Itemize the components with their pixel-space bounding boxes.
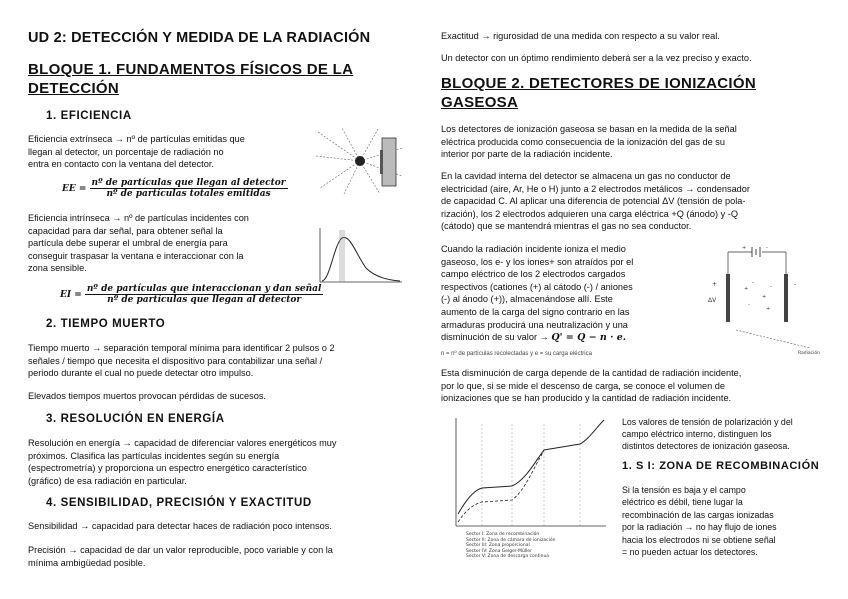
resolucion-text <box>28 437 418 487</box>
bloque1-title-line1: BLOQUE 1. FUNDAMENTOS FÍSICOS DE LA <box>28 61 354 78</box>
text-line: electricidad (aire, Ar, He o H) junto a 2 electrodos metálicos → condensador <box>441 183 750 194</box>
formula-note: n = nº de partículas recolectadas y e = su carga eléctrica <box>441 351 592 357</box>
caption-line: Sector V: Zona de descarga continua <box>466 554 550 559</box>
text-line: eléctrico es débil, tiene lugar la <box>622 497 743 508</box>
section-eficiencia-title: 1. EFICIENCIA <box>46 110 132 122</box>
ei-label: EI = <box>60 290 82 300</box>
bloque2-title <box>441 74 756 112</box>
disminucion-carga-text <box>441 367 833 405</box>
text-line: Los detectores de ionización gaseosa se basan en la medida de la señal <box>441 124 737 134</box>
zona-recombinacion-text <box>622 484 828 558</box>
text-line: Precisión → capacidad de dar un valor reproducible, poco variable y con la <box>28 545 333 555</box>
text-line: campo eléctrico de los 2 electrodos cargados <box>441 269 626 280</box>
tiempos-muertos-note: Elevados tiempos muertos provocan pérdidas de sucesos. <box>28 391 266 401</box>
text-line: armaduras producirá una neutralización y una <box>441 319 628 330</box>
text-line: ionizaciones que se han producido y la cantidad de radiación incidente. <box>441 393 732 404</box>
anode-sign: + <box>712 281 718 288</box>
text-line: Esta disminución de carga depende de la cantidad de radiación incidente, <box>441 368 742 378</box>
caption-line: Sector I: Zona de recombinación <box>466 532 540 537</box>
cavidad-interna-text <box>441 170 833 233</box>
text-line: gaseoso, los e- y los iones+ son atraídos por el <box>441 256 634 267</box>
text-line: llegan al detector, un porcentaje de radiación no <box>28 146 224 157</box>
ee-numerator: nº de partículas que llegan al detector <box>91 178 286 188</box>
text-line: entra en contacto con la ventana del detector. <box>28 159 214 170</box>
svg-text:+: + <box>744 286 749 292</box>
text-line: disminución de su valor → <box>441 332 549 343</box>
detector-optimo-text: Un detector con un óptimo rendimiento deberá ser a la vez preciso y exacto. <box>441 53 752 63</box>
section-tiempo-muerto-title: 2. TIEMPO MUERTO <box>46 318 166 330</box>
text-line: (cátodo) que se mantendrá mientras el gas no sea conductor. <box>441 221 692 232</box>
document-title: UD 2: DETECCIÓN Y MEDIDA DE LA RADIACIÓN <box>28 30 371 46</box>
svg-text:+: + <box>762 294 767 300</box>
text-line: mínima ambigüedad posible. <box>28 557 146 568</box>
text-line: = no pueden actuar los detectores. <box>622 547 758 558</box>
charge-formula: Q' = Q − n · e. <box>551 332 627 344</box>
text-line: Cuando la radiación incidente ioniza el medio <box>441 244 626 254</box>
text-line: partícula debe superar el umbral de energía para <box>28 238 228 249</box>
ee-formula <box>62 178 288 199</box>
exactitud-text: Exactitud → rigurosidad de una medida con respecto a su valor real. <box>441 31 720 41</box>
caption-line: Sector IV: Zona Geiger-Müller <box>466 548 532 554</box>
section-zona-recombinacion-title: 1. S I: ZONA DE RECOMBINACIÓN <box>622 460 820 472</box>
svg-text:+: + <box>766 306 771 312</box>
text-line-with-formula <box>441 331 691 345</box>
text-line: distintos detectores de ionización gaseosa. <box>622 441 790 451</box>
caption-line: Sector III: Zona proporcional <box>466 543 530 548</box>
bloque1-title <box>28 60 353 98</box>
bloque2-intro-text <box>441 123 833 161</box>
bloque2-title-line2: GASEOSA <box>441 94 519 111</box>
text-line: periodo durante el cual no puede detectar otro impulso. <box>28 368 254 379</box>
text-line: recombinación de las cargas ionizadas <box>622 509 774 520</box>
ei-numerator: nº de partículas que interaccionan y dan señal <box>86 284 322 294</box>
bloque2-title-line1: BLOQUE 2. DETECTORES DE IONIZACIÓN <box>441 75 756 92</box>
ee-fraction <box>90 178 288 199</box>
plus-label: + <box>742 245 747 251</box>
tension-polarizacion-text <box>622 416 828 452</box>
ei-formula <box>60 284 323 305</box>
graph-caption <box>466 532 606 560</box>
svg-text:-: - <box>770 284 772 290</box>
text-line: Si la tensión es baja y el campo <box>622 485 746 495</box>
section-resolucion-title: 3. RESOLUCIÓN EN ENERGÍA <box>46 413 225 425</box>
delta-v-label: ΔV <box>708 297 717 304</box>
text-line: Los valores de tensión de polarización y del <box>622 417 793 427</box>
text-line: aumento de la carga del signo contrario en las <box>441 306 630 317</box>
ei-denominator: nº de partículas que llegan al detector <box>107 295 302 305</box>
text-line: (gráfico) de esa radiación en particular. <box>28 475 187 486</box>
text-line: (espectrometría) y proporciona un espectro energético característico <box>28 463 307 474</box>
text-line: En la cavidad interna del detector se almacena un gas no conductor de <box>441 171 731 181</box>
minus-label: - <box>766 245 768 251</box>
svg-text:-: - <box>752 280 754 286</box>
text-line: rización), los 2 electrodos adquieren una carga eléctrica +Q (ánodo) y -Q <box>441 208 738 219</box>
text-line: de capacidad C. Al aplicar una diferencia de potencial ΔV (tensión de pola- <box>441 196 746 207</box>
text-line: capacidad para dar señal, para obtener señal la <box>28 225 223 236</box>
text-line: respectivos (cationes (+) al cátodo (-) / aniones <box>441 281 633 292</box>
text-line: Tiempo muerto → separación temporal mínima para identificar 2 pulsos o 2 <box>28 343 335 353</box>
text-line: señales / tiempo que necesita el dispositivo para contabilizar una señal / <box>28 355 323 366</box>
cathode-sign: - <box>794 281 797 288</box>
text-line: Eficiencia extrínseca → nº de partículas emitidas que <box>28 134 245 144</box>
text-line: eléctrica producida como consecuencia de la ionización del gas de su <box>441 136 725 147</box>
section-sensibilidad-title: 4. SENSIBILIDAD, PRECISIÓN Y EXACTITUD <box>46 497 312 509</box>
text-line: próximos. Clasifica las partículas incidentes según su energía <box>28 450 280 461</box>
ee-label: EE = <box>62 184 87 194</box>
radiation-label: Radiación <box>798 351 820 356</box>
text-line: Eficiencia intrínseca → nº de partículas incidentes con <box>28 213 249 223</box>
text-line: (-) al ánodo (+)), almacenándose allí. Este <box>441 294 613 305</box>
bloque1-title-line2: DETECCIÓN <box>28 80 120 97</box>
text-line: por la radiación → no hay flujo de iones <box>622 522 777 533</box>
ee-denominator: nº de partículas totales emitidas <box>106 189 271 199</box>
text-line: conseguir traspasar la ventana e interaccionar con la <box>28 250 244 261</box>
text-line: interior por parte de la radiación incidente. <box>441 149 613 160</box>
text-line: por lo que, si se mide el descenso de carga, se conoce el volumen de <box>441 380 725 391</box>
ei-fraction <box>85 284 324 305</box>
ionizacion-text <box>441 243 691 345</box>
svg-text:-: - <box>748 302 750 308</box>
operating-regions-graph <box>440 414 610 532</box>
sensibilidad-text: Sensibilidad → capacidad para detectar haces de radiación poco intensos. <box>28 521 332 531</box>
tiempo-muerto-text <box>28 342 418 380</box>
text-line: Resolución en energía → capacidad de diferenciar valores energéticos muy <box>28 438 337 448</box>
eficiencia-intrinseca-text <box>28 212 308 275</box>
text-line: campo eléctrico interno, distinguen los <box>622 429 772 439</box>
precision-text <box>28 544 418 569</box>
caption-line: Sector II: Zona de cámara de ionización <box>466 537 556 543</box>
source-detector-illustration <box>314 126 406 196</box>
ionization-chamber-diagram <box>700 240 828 358</box>
text-line: zona sensible. <box>28 263 87 274</box>
eficiencia-extrinseca-text <box>28 133 308 171</box>
efficiency-curve-graph <box>308 224 406 290</box>
text-line: hacia los electrodos ni se obtiene señal <box>622 534 776 545</box>
